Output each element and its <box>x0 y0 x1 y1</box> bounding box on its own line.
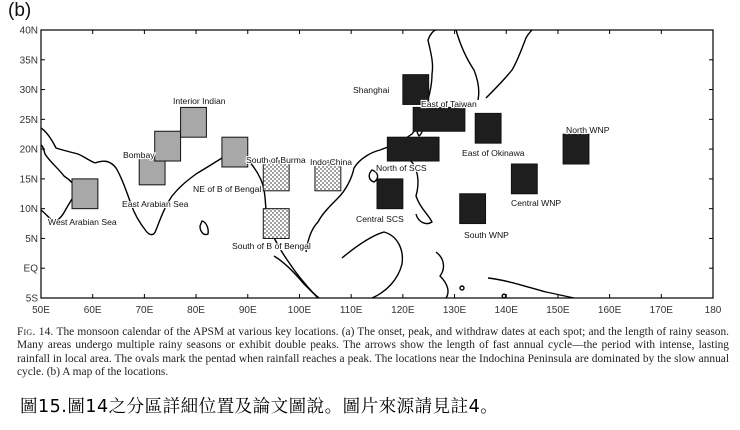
y-tick-label: 25N <box>19 114 38 126</box>
x-tick-label: 120E <box>391 305 415 316</box>
x-tick-label: 80E <box>187 305 205 316</box>
coast-persian-gulf <box>41 128 95 163</box>
location-label: East of Taiwan <box>421 99 477 109</box>
location-box-north-wnp <box>563 134 589 164</box>
y-tick-label: 5N <box>25 233 38 245</box>
panel-label: (b) <box>8 0 32 21</box>
coast-sulawesi <box>436 252 448 298</box>
location-box-central-wnp <box>511 164 537 194</box>
location-label: Central SCS <box>356 214 404 224</box>
coast-new-guinea <box>488 278 574 298</box>
location-box-ne-of-b-of-bengal <box>222 137 248 167</box>
x-tick-label: 110E <box>339 305 363 316</box>
location-label: NE of B of Bengal <box>193 184 262 194</box>
location-label: Central WNP <box>511 198 562 208</box>
x-tick-label: 90E <box>238 305 257 316</box>
figure-number: Fig. 14. <box>17 326 54 338</box>
location-label: Interior Indian <box>173 96 226 106</box>
location-box-south-of-burma <box>263 161 289 191</box>
x-tick-label: 60E <box>83 305 102 316</box>
location-label: Shanghai <box>353 85 390 95</box>
coast-korea <box>456 30 479 100</box>
coast-sri-lanka <box>200 221 208 235</box>
location-label: East of Okinawa <box>462 148 525 158</box>
x-tick-label: 150E <box>546 305 570 316</box>
location-label: Indo-China <box>310 157 353 167</box>
x-tick-label: 70E <box>135 305 154 316</box>
location-label: East Arabian Sea <box>122 199 189 209</box>
coastlines <box>41 30 574 300</box>
x-tick-label: 160E <box>597 305 622 316</box>
x-tick-label: 170E <box>649 305 673 316</box>
y-tick-label: 30N <box>19 85 38 97</box>
location-box-interior-indian <box>181 107 207 137</box>
location-box-east-of-taiwan <box>413 107 465 131</box>
chinese-caption: 圖15.圖14之分區詳細位置及論文圖說。圖片來源請見註4。 <box>20 397 499 417</box>
coast-japan <box>486 30 532 98</box>
x-tick-label: 50E <box>32 305 50 316</box>
location-label: North WNP <box>566 125 610 135</box>
location-box-south-wnp <box>460 194 486 224</box>
location-label: South of B of Bengal <box>232 241 311 251</box>
y-tick-label: 15N <box>19 174 38 186</box>
y-tick-label: 10N <box>19 204 38 216</box>
x-tick-label: 100E <box>287 305 312 316</box>
coast-sumatra <box>274 256 322 300</box>
y-tick-label: EQ <box>23 263 38 275</box>
x-tick-label: 130E <box>442 305 467 316</box>
figure-caption-text: The monsoon calendar of the APSM at various key locations. (a) The onset, peak, and withdraw dates at each spot; and the length of rainy season. Many areas undergo multiple rainy seasons or exhibit double peaks. The arrows show the length of fast annual cycle—the period with intense, lasting rainfall in local area. The ovals mark the pentad when rainfall reaches a peak. The locations near the Indochina Peninsula are dominated by the slow annual cycle. (b) A map of the locations. <box>17 326 729 379</box>
x-tick-label: 180 <box>704 305 722 316</box>
location-box-east-of-okinawa <box>475 113 501 143</box>
location-box-west-arabian-sea <box>72 179 98 209</box>
location-box-central-scs <box>377 179 403 209</box>
location-label: West Arabian Sea <box>48 217 117 227</box>
location-box-south-of-b-of-bengal <box>263 209 289 239</box>
figure-caption <box>17 326 729 380</box>
location-box-north-of-scs <box>387 137 439 161</box>
y-tick-label: 35N <box>19 55 38 67</box>
coast-borneo <box>342 232 402 298</box>
location-label: North of SCS <box>376 163 427 173</box>
y-tick-label: 5S <box>25 293 38 305</box>
location-label: South WNP <box>464 230 509 240</box>
location-box-bombay <box>155 131 181 161</box>
coast-island <box>460 286 464 290</box>
location-label: Bombay <box>123 150 155 160</box>
y-axis-ticks <box>20 26 713 305</box>
x-tick-label: 140E <box>494 305 518 316</box>
coast-island <box>502 294 506 298</box>
y-tick-label: 20N <box>19 144 38 156</box>
y-tick-label: 40N <box>19 25 38 37</box>
coast-india <box>95 157 248 234</box>
location-label: South of Burma <box>246 155 306 165</box>
